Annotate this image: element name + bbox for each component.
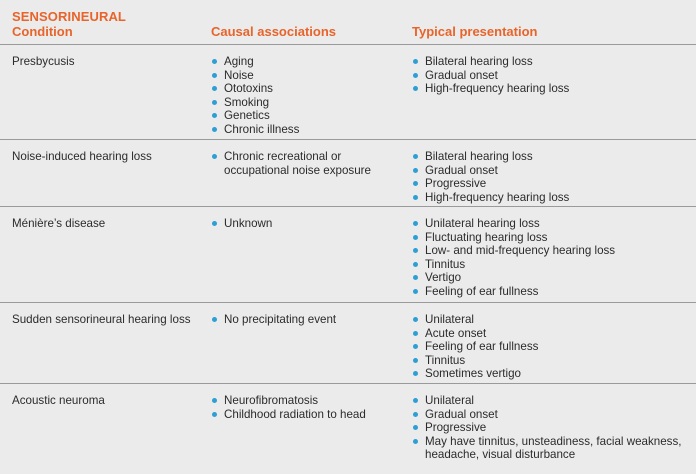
bullet-icon	[413, 439, 418, 444]
bullet-icon	[413, 235, 418, 240]
presentation-text: Bilateral hearing loss	[425, 55, 533, 68]
causal-associations-cell	[211, 150, 406, 177]
list-item	[412, 421, 692, 435]
table-header	[0, 0, 696, 45]
list-item	[211, 96, 406, 110]
bullet-icon	[413, 154, 418, 159]
cause-text: Chronic illness	[224, 122, 300, 136]
cause-text: Childhood radiation to head	[224, 407, 366, 421]
bullet-icon	[212, 86, 217, 91]
bullet-icon	[413, 358, 418, 363]
bullet-icon	[413, 317, 418, 322]
bullet-icon	[413, 289, 418, 294]
column-header-typical-presentation: Typical presentation	[412, 24, 538, 39]
list-item	[412, 55, 692, 69]
causal-associations-cell	[211, 55, 406, 137]
presentation-text: May have tinnitus, unsteadiness, facial weakness, headache, visual disturbance	[425, 434, 682, 462]
presentation-text: Gradual onset	[425, 68, 498, 82]
list-item	[211, 82, 406, 96]
presentation-text: Bilateral hearing loss	[425, 150, 533, 163]
causal-associations-cell	[211, 217, 406, 231]
bullet-icon	[212, 154, 217, 159]
table-row	[0, 140, 696, 207]
list-item	[412, 191, 692, 205]
list-item	[412, 340, 692, 354]
bullet-icon	[413, 371, 418, 376]
typical-presentation-cell	[412, 150, 692, 204]
bullet-icon	[413, 262, 418, 267]
table-row	[0, 384, 696, 474]
table-row	[0, 207, 696, 303]
table-row	[0, 45, 696, 140]
list-item	[211, 123, 406, 137]
bullet-icon	[413, 86, 418, 91]
list-item	[211, 150, 406, 177]
bullet-icon	[413, 248, 418, 253]
presentation-list	[412, 150, 692, 204]
typical-presentation-cell	[412, 55, 692, 96]
list-item	[211, 217, 406, 231]
list-item	[412, 394, 692, 408]
bullet-icon	[413, 73, 418, 78]
presentation-text: Acute onset	[425, 326, 487, 340]
list-item	[412, 435, 692, 462]
list-item	[412, 164, 692, 178]
presentation-text: Tinnitus	[425, 353, 466, 367]
bullet-icon	[212, 113, 217, 118]
list-item	[211, 313, 406, 327]
presentation-text: High-frequency hearing loss	[425, 190, 570, 204]
typical-presentation-cell	[412, 394, 692, 462]
cause-text: Noise	[224, 68, 254, 82]
bullet-icon	[212, 221, 217, 226]
presentation-text: Vertigo	[425, 271, 462, 285]
typical-presentation-cell	[412, 217, 692, 299]
cause-text: Neurofibromatosis	[224, 394, 319, 407]
list-item	[412, 313, 692, 327]
bullet-icon	[413, 59, 418, 64]
presentation-text: Feeling of ear fullness	[425, 340, 539, 354]
bullet-icon	[413, 344, 418, 349]
presentation-list	[412, 394, 692, 462]
list-item	[412, 244, 692, 258]
bullet-icon	[413, 412, 418, 417]
bullet-icon	[212, 317, 217, 322]
bullet-icon	[413, 275, 418, 280]
causes-list	[211, 55, 406, 137]
list-item	[412, 231, 692, 245]
condition-cell: Sudden sensorineural hearing loss	[12, 313, 191, 326]
presentation-list	[412, 217, 692, 299]
presentation-text: Unilateral hearing loss	[425, 217, 540, 230]
list-item	[412, 150, 692, 164]
list-item	[211, 109, 406, 123]
bullet-icon	[212, 412, 217, 417]
causal-associations-cell	[211, 394, 406, 421]
list-item	[412, 82, 692, 96]
list-item	[412, 271, 692, 285]
presentation-text: Gradual onset	[425, 163, 498, 177]
cause-text: Genetics	[224, 109, 270, 123]
cause-text: Chronic recreational or occupational noise exposure	[224, 150, 371, 177]
bullet-icon	[212, 127, 217, 132]
presentation-list	[412, 313, 692, 381]
presentation-text: Unilateral	[425, 394, 474, 407]
causes-list	[211, 150, 406, 177]
list-item	[211, 408, 406, 422]
condition-cell: Acoustic neuroma	[12, 394, 105, 407]
cause-text: Aging	[224, 55, 254, 68]
bullet-icon	[413, 425, 418, 430]
column-header-causal-associations: Causal associations	[211, 24, 336, 39]
table-row	[0, 303, 696, 384]
cause-text: No precipitating event	[224, 313, 337, 326]
list-item	[412, 69, 692, 83]
cause-text: Smoking	[224, 95, 270, 109]
causes-list	[211, 313, 406, 327]
presentation-text: Tinnitus	[425, 257, 466, 271]
bullet-icon	[413, 398, 418, 403]
causes-list	[211, 394, 406, 421]
bullet-icon	[212, 398, 217, 403]
presentation-text: Low- and mid-frequency hearing loss	[425, 244, 616, 258]
list-item	[412, 285, 692, 299]
list-item	[412, 367, 692, 381]
bullet-icon	[212, 100, 217, 105]
presentation-text: Gradual onset	[425, 407, 498, 421]
bullet-icon	[413, 168, 418, 173]
list-item	[412, 217, 692, 231]
list-item	[211, 394, 406, 408]
presentation-text: Progressive	[425, 177, 487, 191]
cause-text: Unknown	[224, 217, 273, 230]
typical-presentation-cell	[412, 313, 692, 381]
presentation-text: High-frequency hearing loss	[425, 82, 570, 96]
condition-cell: Noise-induced hearing loss	[12, 150, 152, 163]
list-item	[412, 327, 692, 341]
column-header-condition: Condition	[12, 24, 73, 39]
section-title: SENSORINEURAL	[12, 9, 126, 24]
list-item	[412, 177, 692, 191]
presentation-text: Unilateral	[425, 313, 474, 326]
list-item	[412, 408, 692, 422]
causes-list	[211, 217, 406, 231]
presentation-text: Feeling of ear fullness	[425, 284, 539, 298]
list-item	[211, 55, 406, 69]
presentation-text: Progressive	[425, 421, 487, 435]
presentation-text: Fluctuating hearing loss	[425, 230, 548, 244]
list-item	[412, 258, 692, 272]
bullet-icon	[413, 195, 418, 200]
bullet-icon	[413, 221, 418, 226]
list-item	[211, 69, 406, 83]
condition-cell: Ménière’s disease	[12, 217, 106, 230]
presentation-list	[412, 55, 692, 96]
cause-text: Ototoxins	[224, 82, 273, 96]
bullet-icon	[413, 181, 418, 186]
bullet-icon	[212, 73, 217, 78]
condition-cell: Presbycusis	[12, 55, 75, 68]
causal-associations-cell	[211, 313, 406, 327]
bullet-icon	[212, 59, 217, 64]
list-item	[412, 354, 692, 368]
presentation-text: Sometimes vertigo	[425, 367, 522, 381]
bullet-icon	[413, 331, 418, 336]
